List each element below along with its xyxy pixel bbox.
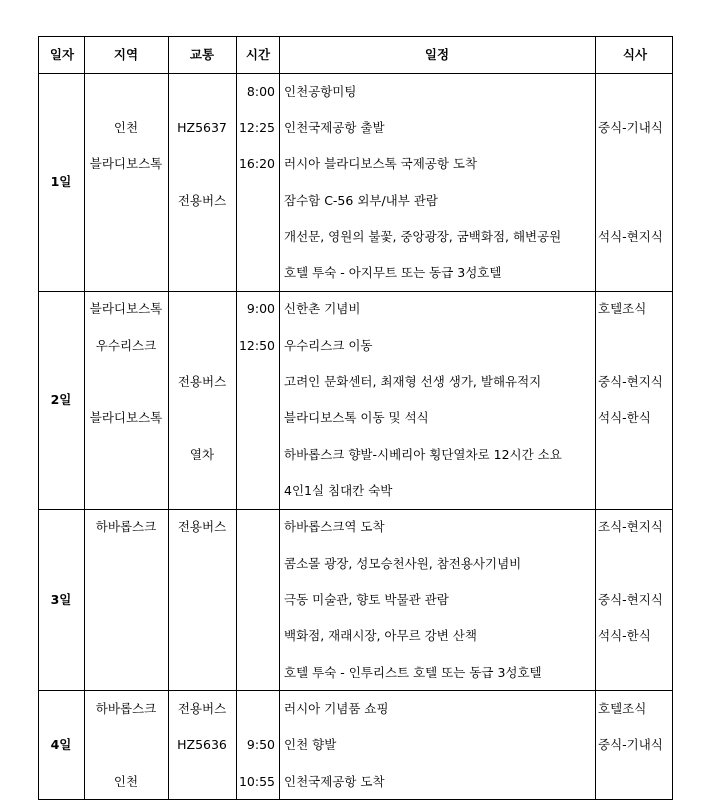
time-cell: 16:20	[238, 156, 275, 171]
header-time: 시간	[245, 47, 271, 62]
column-divider	[279, 37, 280, 799]
day-divider	[39, 509, 672, 510]
region-cell: 우수리스크	[95, 338, 157, 353]
region-cell: 블라디보스톡	[89, 156, 163, 171]
day-label: 1일	[50, 174, 72, 189]
column-divider	[84, 37, 85, 799]
day-label: 2일	[50, 392, 72, 407]
schedule-item: 러시아 기념품 쇼핑	[284, 701, 389, 716]
meal-cell: 중식-기내식	[598, 737, 663, 752]
schedule-item: 하바롭스크역 도착	[284, 519, 385, 534]
schedule-item: 극동 미술관, 향토 박물관 관람	[284, 592, 449, 607]
header-meal: 식사	[622, 47, 648, 62]
schedule-item: 콤소몰 광장, 성모승천사원, 참전용사기념비	[284, 556, 522, 571]
header-day: 일자	[49, 47, 75, 62]
time-cell: 12:50	[238, 338, 275, 353]
meal-cell: 석식-현지식	[598, 229, 663, 244]
time-cell: 9:00	[246, 301, 275, 316]
meal-cell: 석식-한식	[598, 628, 651, 643]
schedule-item: 인천국제공항 출발	[284, 120, 385, 135]
region-cell: 인천	[113, 120, 139, 135]
schedule-item: 백화점, 재래시장, 아무르 강변 산책	[284, 628, 477, 643]
schedule-item: 고려인 문화센터, 최재형 선생 생가, 발해유적지	[284, 374, 542, 389]
schedule-item: 호텔 투숙 - 아지무트 또는 동급 3성호텔	[284, 265, 502, 280]
meal-cell: 조식-현지식	[598, 519, 663, 534]
transport-cell: HZ5637	[177, 120, 227, 135]
header-region: 지역	[113, 47, 139, 62]
region-cell: 하바롭스크	[95, 701, 157, 716]
schedule-item: 블라디보스톡 이동 및 석식	[284, 410, 429, 425]
schedule-item: 4인1실 침대칸 숙박	[284, 483, 393, 498]
region-cell: 블라디보스톡	[89, 301, 163, 316]
time-cell: 8:00	[246, 84, 275, 99]
transport-cell: 열차	[189, 447, 215, 462]
header-schedule: 일정	[424, 47, 450, 62]
transport-cell: 전용버스	[177, 519, 227, 534]
transport-cell: 전용버스	[177, 374, 227, 389]
transport-cell: 전용버스	[177, 701, 227, 716]
column-divider	[595, 37, 596, 799]
meal-cell: 호텔조식	[598, 701, 647, 716]
header-divider	[39, 73, 672, 74]
column-divider	[168, 37, 169, 799]
transport-cell: HZ5636	[177, 737, 227, 752]
day-divider	[39, 690, 672, 691]
time-cell: 10:55	[238, 774, 275, 789]
region-cell: 인천	[113, 774, 139, 789]
meal-cell: 호텔조식	[598, 301, 647, 316]
day-divider	[39, 291, 672, 292]
schedule-item: 러시아 블라디보스톡 국제공항 도착	[284, 156, 478, 171]
schedule-item: 인천 향발	[284, 737, 337, 752]
day-label: 4일	[50, 737, 72, 752]
column-divider	[236, 37, 237, 799]
day-label: 3일	[50, 592, 72, 607]
schedule-item: 신한촌 기념비	[284, 301, 361, 316]
time-cell: 12:25	[238, 120, 275, 135]
meal-cell: 중식-현지식	[598, 374, 663, 389]
meal-cell: 중식-현지식	[598, 592, 663, 607]
schedule-item: 인천공항미팅	[284, 84, 357, 99]
schedule-item: 개선문, 영원의 불꽃, 중앙광장, 굼백화점, 해변공원	[284, 229, 562, 244]
schedule-item: 인천국제공항 도착	[284, 774, 385, 789]
schedule-item: 우수리스크 이동	[284, 338, 373, 353]
schedule-item: 잠수함 C-56 외부/내부 관람	[284, 193, 438, 208]
meal-cell: 석식-한식	[598, 410, 651, 425]
transport-cell: 전용버스	[177, 193, 227, 208]
header-transport: 교통	[189, 47, 215, 62]
meal-cell: 중식-기내식	[598, 120, 663, 135]
region-cell: 블라디보스톡	[89, 410, 163, 425]
schedule-item: 호텔 투숙 - 인투리스트 호텔 또는 동급 3성호텔	[284, 665, 542, 680]
time-cell: 9:50	[246, 737, 275, 752]
itinerary-table	[38, 36, 673, 800]
region-cell: 하바롭스크	[95, 519, 157, 534]
schedule-item: 하바롭스크 향발-시베리아 횡단열차로 12시간 소요	[284, 447, 562, 462]
